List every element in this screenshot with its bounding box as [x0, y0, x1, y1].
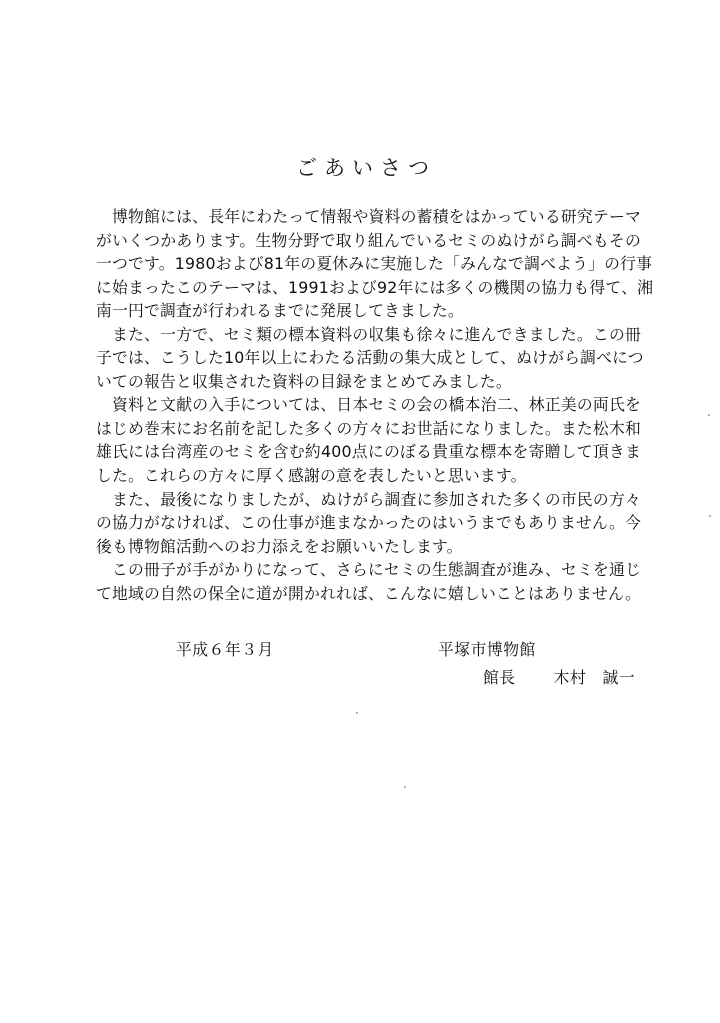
paragraph-4-line-3: 後も博物館活動へのお力添えをお願いいたします。 [96, 536, 463, 556]
signature-role: 館長 [483, 668, 516, 687]
signature-date: 平成６年３月 [176, 640, 274, 659]
paragraph-1-line-3: 一つです。1980および81年の夏休みに実施した「みんなで調べよう」の行事 [96, 254, 653, 274]
paragraph-3-line-1: 資料と文献の入手については、日本セミの会の橋本治二、林正美の両氏を [96, 395, 641, 415]
scan-speck [356, 712, 358, 714]
body-text [96, 205, 654, 605]
paragraph-1-line-4: に始まったこのテーマは、1991および92年には多くの機関の協力も得て、湘 [96, 277, 654, 297]
paragraph-4-line-1: また、最後になりましたが、ぬけがら調査に参加された多くの市民の方々 [96, 489, 641, 509]
paragraph-1-line-5: 南一円で調査が行われるまでに発展してきました。 [96, 301, 464, 321]
paragraph-3-line-3: 雄氏には台湾産のセミを含む約400点にのぼる貴重な標本を寄贈して頂きま [96, 442, 641, 462]
signature-person [483, 665, 635, 688]
scan-speck [708, 414, 710, 416]
paragraph-3-line-4: した。これらの方々に厚く感謝の意を表したいと思います。 [96, 466, 527, 486]
signature-organization: 平塚市博物館 [438, 640, 536, 659]
paragraph-1-line-1: 博物館には、長年にわたって情報や資料の蓄積をはかっている研究テーマ [96, 207, 641, 226]
paragraph-2-line-2: 子では、こうした10年以上にわたる活動の集大成として、ぬけがら調べにつ [96, 348, 644, 368]
paragraph-2-line-1: また、一方で、セミ類の標本資料の収集も徐々に進んできました。この冊 [96, 324, 641, 344]
signature-name: 木村 誠一 [553, 668, 636, 687]
page-title: ごあいさつ [296, 156, 436, 180]
paragraph-5-line-2: て地域の自然の保全に道が開かれれば、こんなに嬉しいことはありません。 [96, 583, 641, 603]
scan-speck [404, 786, 406, 788]
paragraph-4-line-2: の協力がなければ、この仕事が進まなかったのはいうまでもありません。今 [96, 513, 641, 533]
paragraph-3-line-2: はじめ巻末にお名前を記した多くの方々にお世話になりました。また松木和 [96, 418, 641, 438]
scan-speck [709, 515, 711, 517]
paragraph-2-line-3: いての報告と収集された資料の目録をまとめてみました。 [96, 371, 512, 391]
paragraph-1-line-2: がいくつかあります。生物分野で取り組んでいるセミのぬけがら調べもその [96, 230, 641, 250]
paragraph-5-line-1: この冊子が手がかりになって、さらにセミの生態調査が進み、セミを通じ [96, 560, 641, 580]
